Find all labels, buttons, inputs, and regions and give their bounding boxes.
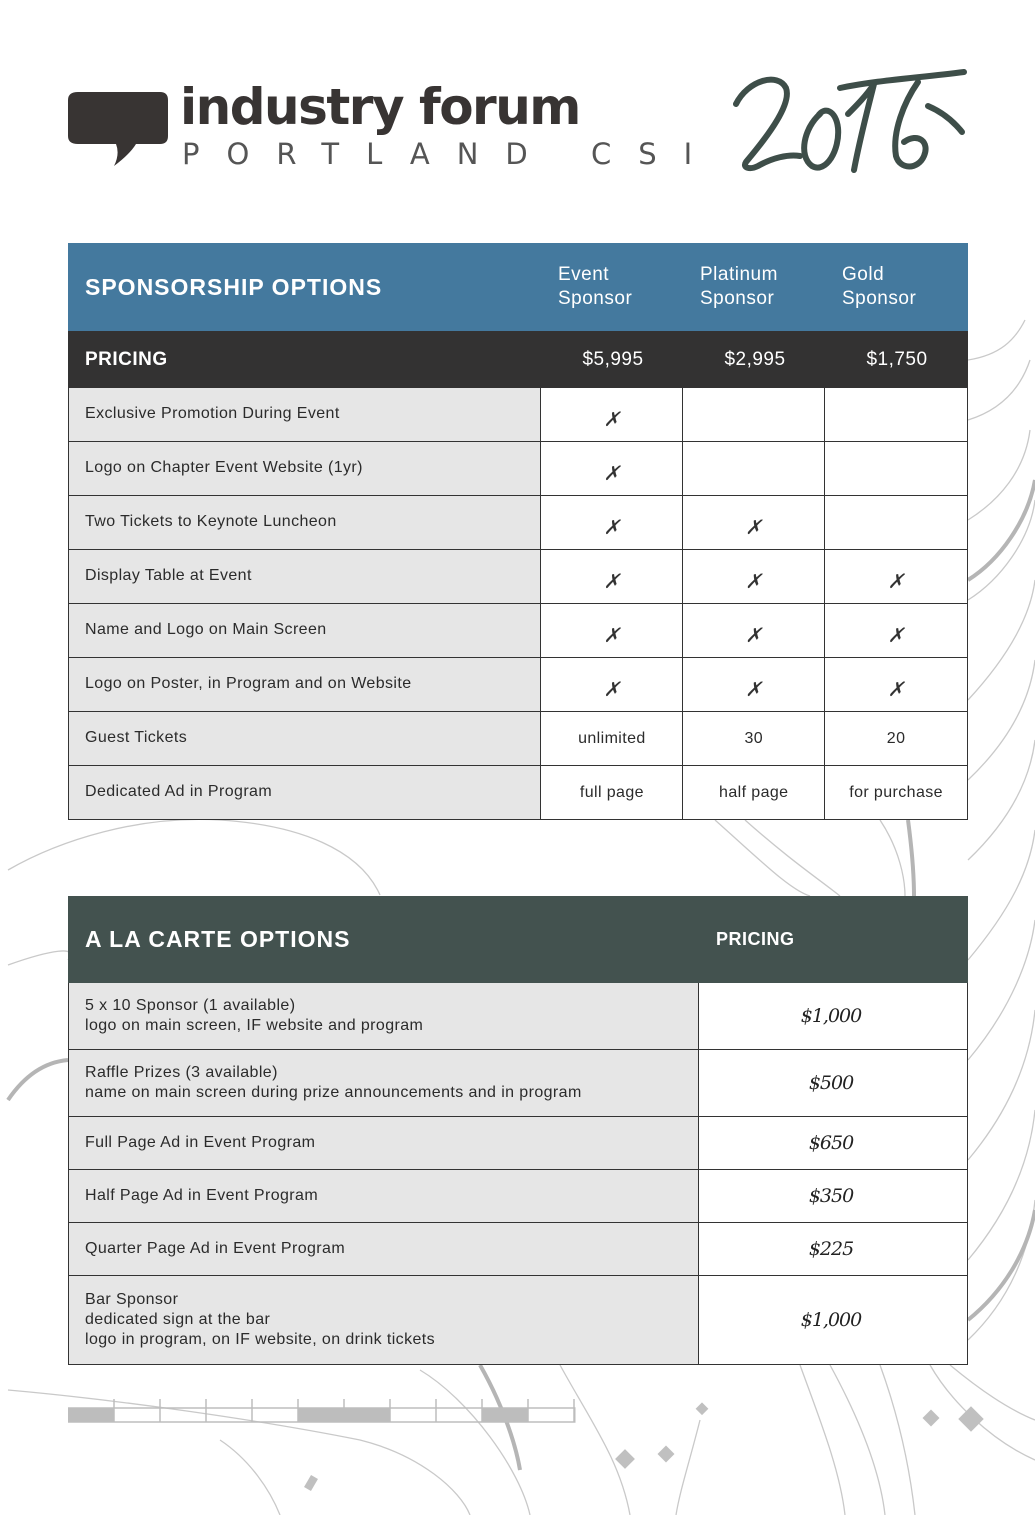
option-line: Half Page Ad in Event Program (85, 1187, 319, 1204)
tier-platinum-sponsor (684, 263, 826, 311)
table-cell (541, 658, 683, 711)
option-price: $650 (699, 1117, 967, 1169)
check-mark-icon: ✗ (603, 460, 621, 485)
price-gold-sponsor: $1,750 (866, 348, 928, 370)
check-mark-icon: ✗ (603, 514, 621, 539)
option-description (69, 1170, 699, 1222)
option-line: Bar Sponsor (85, 1291, 179, 1308)
check-mark-icon: ✗ (887, 568, 905, 593)
option-line: dedicated sign at the bar (85, 1311, 271, 1328)
option-price: $1,000 (699, 983, 967, 1049)
table-cell: unlimited (541, 712, 683, 765)
table-row (68, 442, 968, 496)
table-row (68, 550, 968, 604)
logo-title: industry forum (180, 78, 580, 136)
option-line: logo on main screen, IF website and program (85, 1017, 424, 1034)
table-cell (541, 496, 683, 549)
table-row (68, 1223, 968, 1276)
speech-bubble-logo-icon (68, 92, 168, 166)
table-cell (825, 604, 967, 657)
option-line: logo in program, on IF website, on drink tickets (85, 1331, 436, 1348)
feature-label: Logo on Chapter Event Website (1yr) (69, 442, 541, 495)
table-row (68, 712, 968, 766)
year-script (728, 66, 968, 181)
option-price: $225 (699, 1223, 967, 1275)
tier-label-line: Event (558, 264, 610, 285)
table-cell (541, 388, 683, 441)
option-description (69, 983, 699, 1049)
option-description (69, 1276, 699, 1364)
check-mark-icon: ✗ (745, 622, 763, 647)
price-event-sponsor: $5,995 (582, 348, 644, 370)
pricing-label: PRICING (85, 348, 168, 370)
table-cell (541, 550, 683, 603)
tier-label-line: Platinum (700, 264, 778, 285)
option-price: $500 (699, 1050, 967, 1116)
table-row (68, 1170, 968, 1223)
table-cell: 30 (683, 712, 825, 765)
option-price: $1,000 (699, 1276, 967, 1364)
sponsorship-header (68, 243, 968, 331)
option-line: Quarter Page Ad in Event Program (85, 1240, 346, 1257)
feature-label: Display Table at Event (69, 550, 541, 603)
a-la-carte-header (68, 896, 968, 983)
table-cell (825, 496, 967, 549)
option-description (69, 1050, 699, 1116)
table-cell: for purchase (825, 766, 967, 819)
sponsorship-table (68, 243, 968, 820)
scale-bar-decoration (68, 1399, 576, 1425)
check-mark-icon: ✗ (887, 622, 905, 647)
logo-subtitle: PORTLAND CSI (182, 137, 720, 171)
tier-label-line: Gold (842, 264, 885, 285)
table-cell: 20 (825, 712, 967, 765)
feature-label: Exclusive Promotion During Event (69, 388, 541, 441)
check-mark-icon: ✗ (603, 568, 621, 593)
check-mark-icon: ✗ (603, 406, 621, 431)
a-la-carte-pricing-label: PRICING (716, 929, 795, 949)
tier-gold-sponsor (826, 263, 968, 311)
table-cell (541, 442, 683, 495)
table-cell (683, 658, 825, 711)
table-cell (683, 604, 825, 657)
table-row (68, 1117, 968, 1170)
table-row (68, 388, 968, 442)
tier-event-sponsor (542, 263, 684, 311)
table-cell (825, 550, 967, 603)
table-row (68, 1050, 968, 1117)
check-mark-icon: ✗ (603, 622, 621, 647)
table-row (68, 983, 968, 1050)
check-mark-icon: ✗ (603, 676, 621, 701)
tier-label-line: Sponsor (558, 288, 633, 309)
table-row (68, 766, 968, 820)
table-cell (683, 496, 825, 549)
feature-label: Guest Tickets (69, 712, 541, 765)
check-mark-icon: ✗ (887, 676, 905, 701)
table-cell (825, 658, 967, 711)
check-mark-icon: ✗ (745, 568, 763, 593)
table-cell: full page (541, 766, 683, 819)
table-cell: half page (683, 766, 825, 819)
table-row (68, 658, 968, 712)
table-row (68, 1276, 968, 1365)
tier-label-line: Sponsor (842, 288, 917, 309)
table-cell (825, 442, 967, 495)
table-cell (825, 388, 967, 441)
option-price: $350 (699, 1170, 967, 1222)
a-la-carte-table (68, 896, 968, 1365)
table-row (68, 496, 968, 550)
tier-label-line: Sponsor (700, 288, 775, 309)
table-cell (541, 604, 683, 657)
check-mark-icon: ✗ (745, 514, 763, 539)
option-description (69, 1223, 699, 1275)
feature-label: Two Tickets to Keynote Luncheon (69, 496, 541, 549)
table-cell (683, 388, 825, 441)
option-line: 5 x 10 Sponsor (1 available) (85, 997, 296, 1014)
feature-label: Name and Logo on Main Screen (69, 604, 541, 657)
check-mark-icon: ✗ (745, 676, 763, 701)
option-line: Full Page Ad in Event Program (85, 1134, 316, 1151)
option-line: name on main screen during prize announcements and in program (85, 1084, 582, 1101)
table-cell (683, 550, 825, 603)
sponsorship-title: SPONSORSHIP OPTIONS (85, 273, 383, 300)
option-description (69, 1117, 699, 1169)
table-row (68, 604, 968, 658)
price-platinum-sponsor: $2,995 (724, 348, 786, 370)
a-la-carte-title: A LA CARTE OPTIONS (85, 926, 351, 952)
pricing-row (68, 331, 968, 388)
feature-label: Logo on Poster, in Program and on Website (69, 658, 541, 711)
table-cell (683, 442, 825, 495)
feature-label: Dedicated Ad in Program (69, 766, 541, 819)
option-line: Raffle Prizes (3 available) (85, 1064, 278, 1081)
